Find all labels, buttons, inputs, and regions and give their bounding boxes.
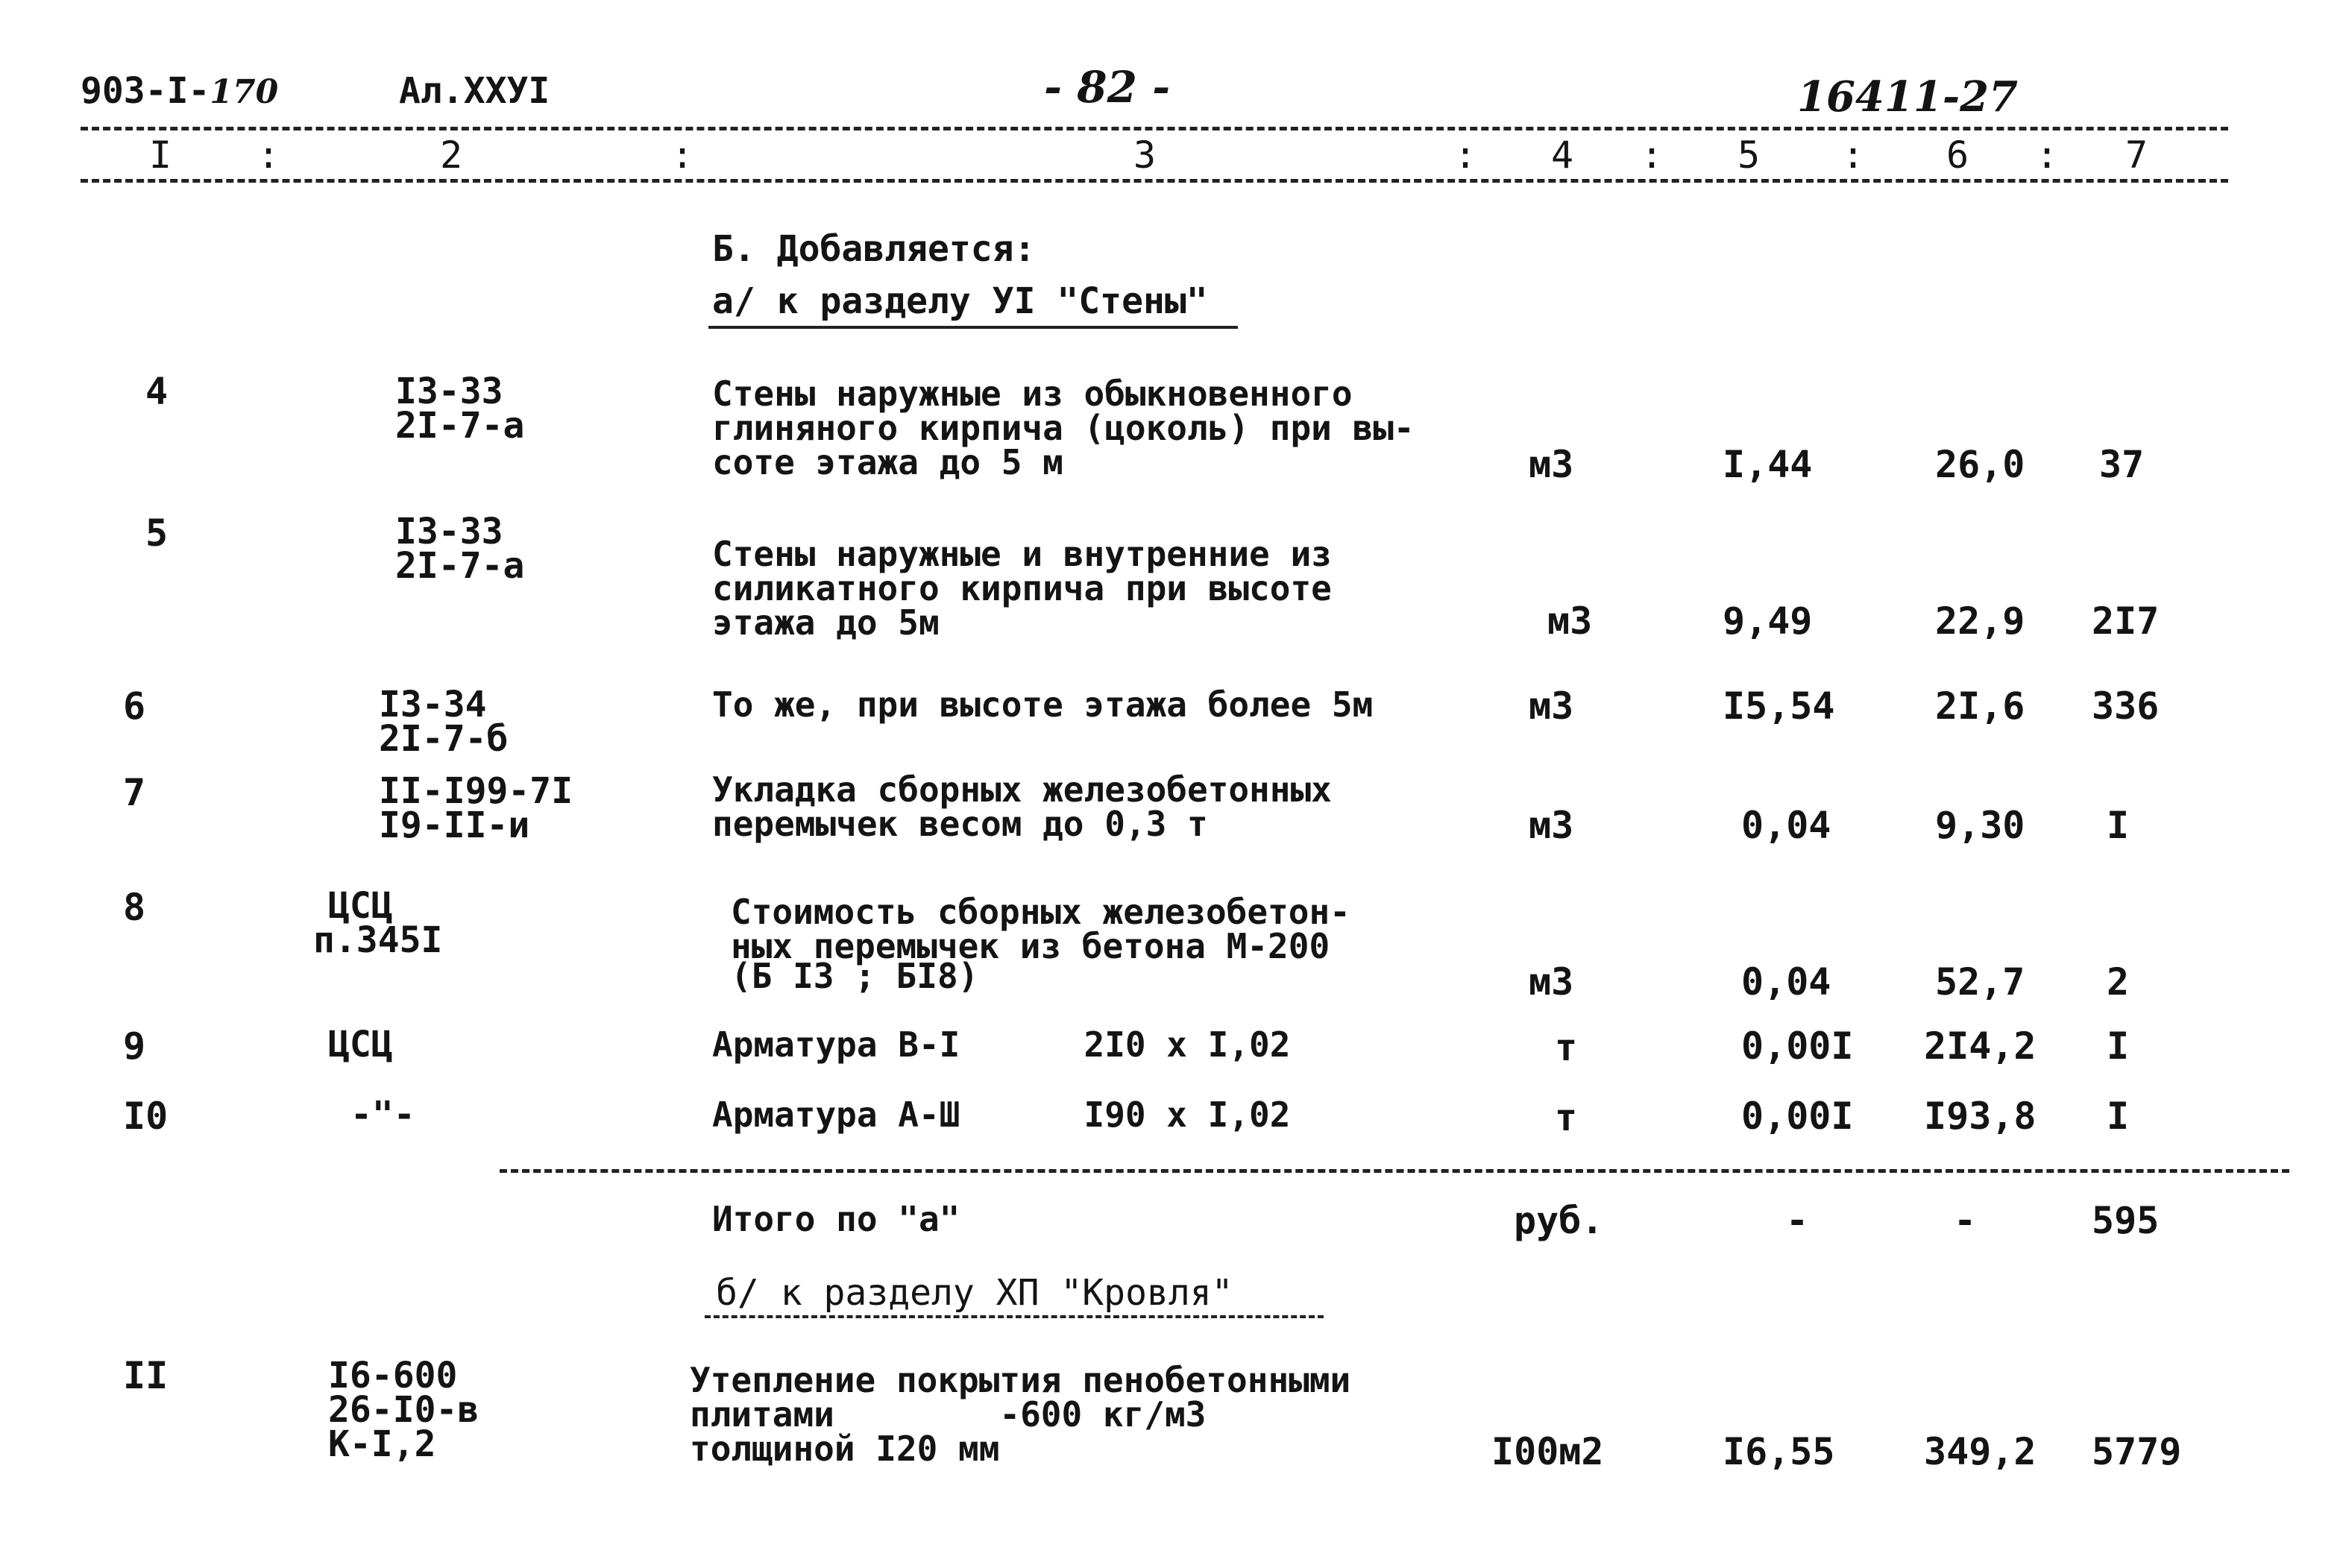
row-unit: м3: [1529, 684, 1574, 728]
col-num-5: 5: [1737, 133, 1761, 177]
row-unit: м3: [1529, 960, 1574, 1004]
row-number: 5: [145, 511, 169, 555]
row-code-1: I3-33: [395, 511, 503, 552]
row-desc-3: (Б I3 ; БI8): [731, 956, 979, 996]
col-num-7: 7: [2125, 133, 2148, 177]
row-number: II: [123, 1354, 169, 1397]
col-sep-1: :: [257, 133, 280, 177]
row-unit: м3: [1547, 599, 1593, 643]
doc-code: [81, 70, 279, 112]
col-num-2: 2: [440, 133, 463, 177]
row-desc-3: этажа до 5м: [712, 602, 940, 643]
row-desc-1: Арматура В-I 2I0 х I,02: [712, 1024, 1291, 1065]
row-desc-1: Стены наружные и внутренние из: [712, 534, 1332, 574]
row-total: 2: [2107, 960, 2130, 1004]
subsection-b-underline: [705, 1315, 1324, 1318]
row-unit: м3: [1529, 804, 1574, 847]
col-num-1: I: [149, 133, 172, 177]
row-desc-1: Утепление покрытия пенобетонными: [690, 1360, 1351, 1400]
row-code-1: ЦСЦ: [328, 885, 393, 927]
row-code-2: I9-II-и: [379, 805, 530, 846]
row-total: I: [2107, 1095, 2130, 1138]
row-code-1: I3-34: [379, 684, 487, 725]
col-sep-3: :: [1454, 133, 1477, 177]
row-price: 349,2: [1924, 1430, 2037, 1473]
row-price: 22,9: [1935, 599, 2025, 643]
row-qty: I,44: [1723, 443, 1813, 486]
row-qty: 0,04: [1741, 960, 1831, 1004]
row-number: I0: [123, 1095, 169, 1138]
header-rule-bottom: [81, 179, 2228, 183]
row-total: 2I7: [2092, 599, 2160, 643]
col-num-6: 6: [1946, 133, 1969, 177]
row-unit: т: [1555, 1026, 1578, 1069]
row-code-1: ЦСЦ: [328, 1024, 393, 1065]
row-code-3: К-I,2: [328, 1423, 436, 1465]
row-qty: I5,54: [1723, 684, 1835, 728]
page-number: - 82 -: [1044, 62, 1171, 113]
subsection-b-title: б/ к разделу ХП "Кровля": [716, 1272, 1233, 1314]
row-qty: 0,00I: [1741, 1024, 1854, 1068]
row-number: 8: [123, 886, 146, 929]
row-total: 336: [2092, 684, 2160, 728]
col-num-4: 4: [1551, 133, 1574, 177]
album-label: Ал.ХХУI: [399, 70, 550, 112]
row-desc-1: Стены наружные из обыкновенного: [712, 374, 1353, 414]
header-rule-top: [81, 127, 2228, 130]
row-desc-1: Укладка сборных железобетонных: [712, 769, 1332, 810]
row-qty: 0,00I: [1741, 1095, 1854, 1138]
row-code-2: 2I-7-а: [395, 545, 525, 587]
doc-code-handwritten: 170: [210, 73, 279, 111]
col-sep-6: :: [2036, 133, 2059, 177]
row-desc-2: силикатного кирпича при высоте: [712, 568, 1332, 608]
row-code-2: 26-I0-в: [328, 1389, 479, 1431]
row-desc-2: плитами -600 кг/м3: [690, 1394, 1207, 1435]
row-total: 37: [2099, 443, 2145, 486]
col-sep-5: :: [1842, 133, 1865, 177]
doc-code-typed: 903-I-: [81, 70, 210, 112]
section-b-title: Б. Добавляется:: [712, 228, 1036, 270]
row-price: 2I4,2: [1924, 1024, 2037, 1068]
row-qty: 9,49: [1723, 599, 1813, 643]
row-desc-1: То же, при высоте этажа более 5м: [712, 684, 1374, 725]
row-total: I: [2107, 1024, 2130, 1068]
row-desc-2: перемычек весом до 0,3 т: [712, 804, 1208, 844]
row-unit: т: [1555, 1096, 1578, 1139]
subsection-a-underline: [708, 326, 1238, 329]
col-sep-4: :: [1641, 133, 1664, 177]
subsection-a-title: а/ к разделу УI "Стены": [712, 280, 1208, 322]
row-code-2: 2I-7-б: [379, 718, 509, 760]
row-code-1: -"-: [350, 1094, 415, 1136]
row-desc-3: толщиной I20 мм: [690, 1429, 1000, 1469]
col-sep-2: :: [671, 133, 694, 177]
row-desc-1: Стоимость сборных железобетон-: [731, 892, 1350, 932]
row-code-1: I3-33: [395, 371, 503, 412]
row-number: 4: [145, 370, 169, 413]
row-desc-2: глиняного кирпича (цоколь) при вы-: [712, 408, 1415, 448]
row-price: 9,30: [1935, 804, 2025, 847]
row-price: 52,7: [1935, 960, 2025, 1004]
row-total: I: [2107, 804, 2130, 847]
row-price: I93,8: [1924, 1095, 2037, 1138]
subtotal-total: 595: [2092, 1199, 2160, 1242]
subtotal-label: Итого по "а": [712, 1199, 960, 1239]
row-desc-3: соте этажа до 5 м: [712, 442, 1063, 482]
row-qty: I6,55: [1723, 1430, 1835, 1473]
row-number: 7: [123, 771, 146, 814]
row-price: 2I,6: [1935, 684, 2025, 728]
row-code-1: I6-600: [328, 1355, 458, 1397]
subtotal-unit: руб.: [1514, 1199, 1604, 1242]
subtotal-qty: -: [1786, 1199, 1809, 1242]
row-code-2: 2I-7-а: [395, 405, 525, 447]
ref-number: 16411-27: [1797, 72, 2018, 122]
row-desc-1: Арматура А-Ш I90 х I,02: [712, 1095, 1291, 1135]
subtotal-price: -: [1954, 1199, 1977, 1242]
row-total: 5779: [2092, 1430, 2182, 1473]
subtotal-rule: [500, 1169, 2289, 1173]
row-unit: I00м2: [1491, 1430, 1604, 1473]
row-code-2: п.345I: [313, 919, 443, 961]
row-number: 6: [123, 684, 146, 728]
row-code-1: II-I99-7I: [379, 770, 573, 812]
row-qty: 0,04: [1741, 804, 1831, 847]
row-desc-2: ных перемычек из бетона М-200: [731, 926, 1330, 966]
row-price: 26,0: [1935, 443, 2025, 486]
col-num-3: 3: [1133, 133, 1157, 177]
row-unit: м3: [1529, 443, 1574, 486]
row-number: 9: [123, 1024, 146, 1068]
